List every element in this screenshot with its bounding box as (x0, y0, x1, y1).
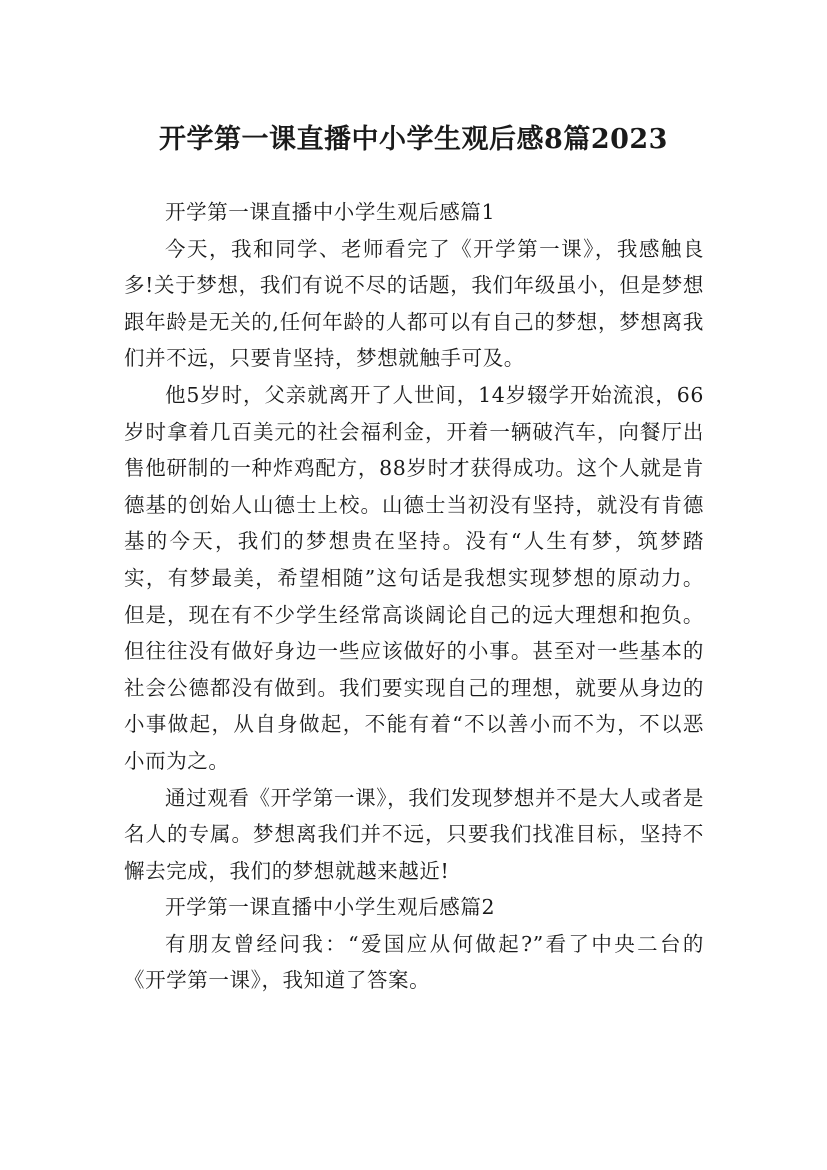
paragraph: 有朋友曾经问我：“爱国应从何做起?”看了中央二台的《开学第一课》，我知道了答案。 (124, 931, 704, 993)
paragraph: 今天，我和同学、老师看完了《开学第一课》，我感触良多!关于梦想，我们有说不尽的话题，我们年级虽小，但是梦想跟年龄是无关的,任何年龄的人都可以有自己的梦想，梦想离我们并不远，只要肯坚持，梦想就触手可及。 (124, 236, 704, 371)
document-title: 开学第一课直播中小学生观后感8篇2023 (159, 124, 668, 156)
section-heading: 开学第一课直播中小学生观后感篇1 (165, 200, 496, 224)
paragraph: 他5岁时，父亲就离开了人世间，14岁辍学开始流浪，66岁时拿着几百美元的社会福利金，开着一辆破汽车，向餐厅出售他研制的一种炸鸡配方，88岁时才获得成功。这个人就是肯德基的创始人山德士上校。山德士当初没有坚持，就没有肯德基的今天，我们的梦想贵在坚持。没有“人生有梦，筑梦踏实，有梦最美，希望相随”这句话是我想实现梦想的原动力。但是，现在有不少学生经常高谈阔论自己的远大理想和抱负。但往往没有做好身边一些应该做好的小事。甚至对一些基本的社会公德都没有做到。我们要实现自己的理想，就要从身边的小事做起，从自身做起，不能有着“不以善小而不为，不以恶小而为之。 (124, 382, 704, 773)
paragraph: 通过观看《开学第一课》，我们发现梦想并不是大人或者是名人的专属。梦想离我们并不远，只要我们找准目标，坚持不懈去完成，我们的梦想就越来越近! (124, 785, 704, 883)
document-body (124, 194, 704, 999)
section-heading: 开学第一课直播中小学生观后感篇2 (165, 895, 496, 920)
